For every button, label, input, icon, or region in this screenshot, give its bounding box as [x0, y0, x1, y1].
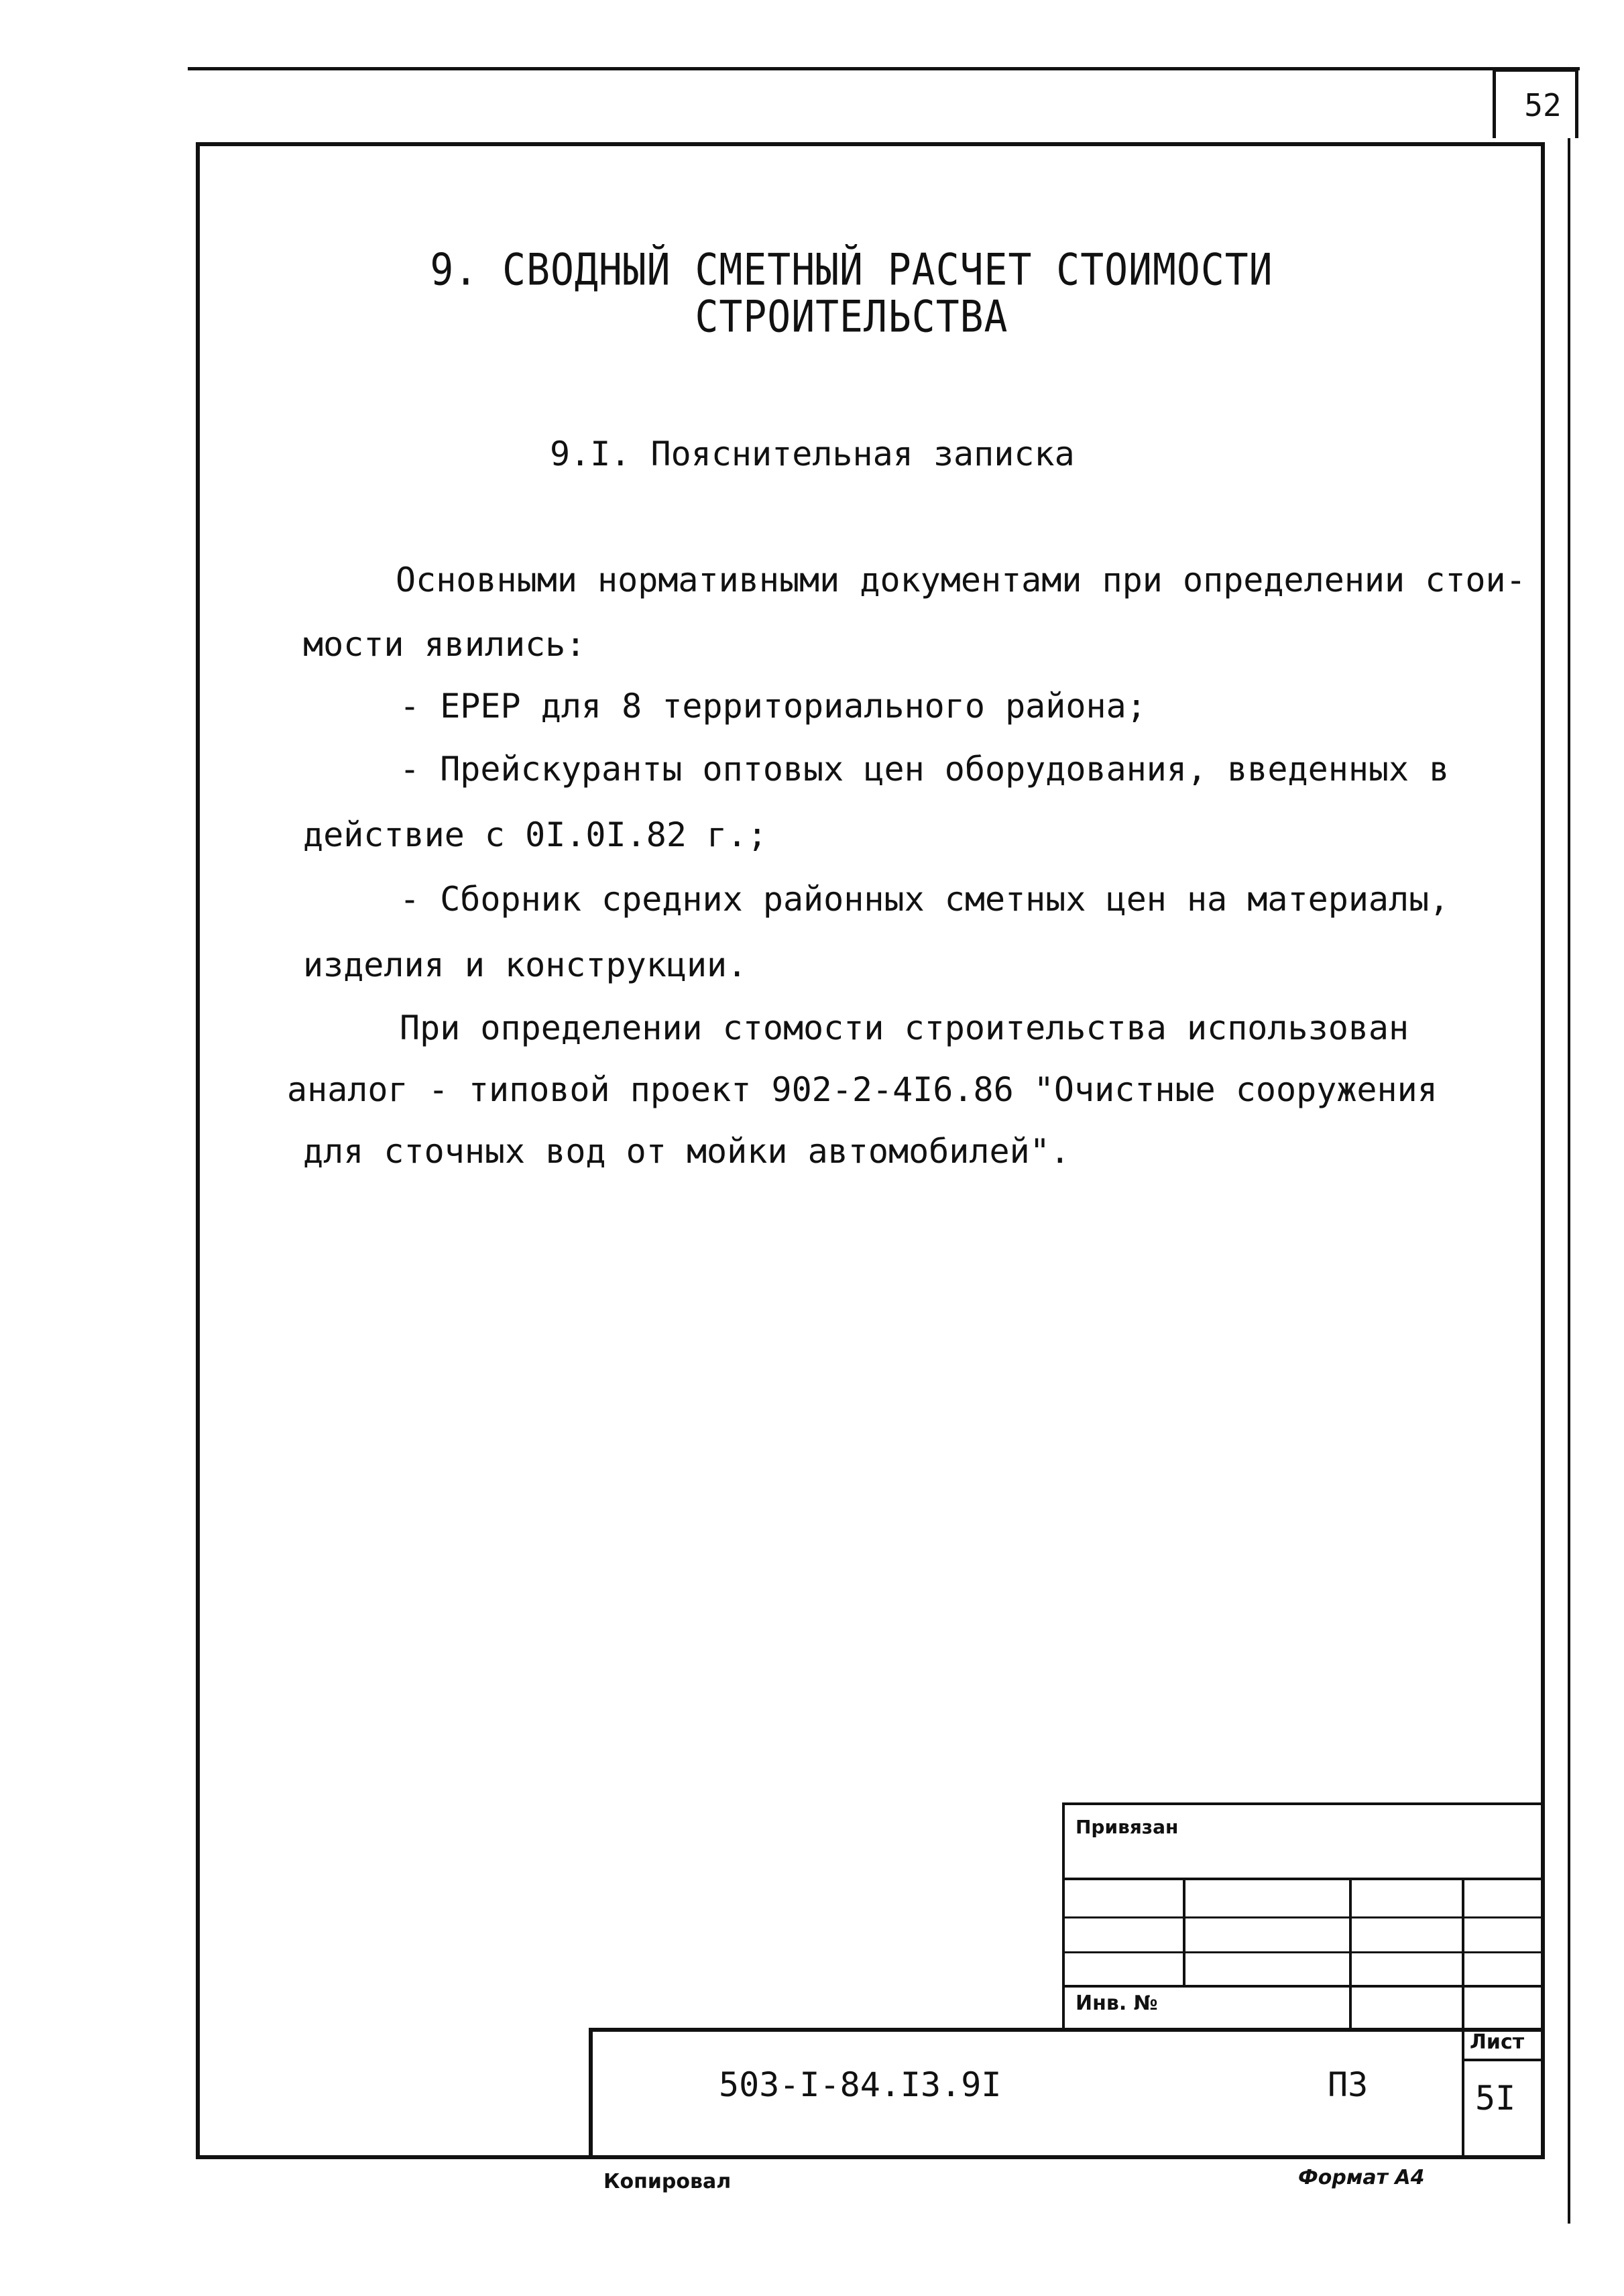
body-line-8: При определении стомости строительства использован: [400, 1009, 1409, 1047]
tb-sheet-label: Лист: [1470, 2030, 1525, 2054]
tb-desig-left-line: [589, 2028, 593, 2159]
tb-top-line: [1062, 1802, 1545, 1805]
section-title-line1: 9. СВОДНЫЙ СМЕТНЫЙ РАСЧЕТ СТОИМОСТИ: [430, 243, 1273, 296]
subsection-title: 9.I. Пояснительная записка: [550, 435, 1075, 473]
body-line-4: - Прейскуранты оптовых цен оборудования, введенных в: [400, 750, 1450, 789]
tb-designation: 503-I-84.I3.9I: [719, 2065, 1002, 2104]
tb-sheet-divider: [1462, 2059, 1545, 2061]
tb-inv-label: Инв. №: [1076, 1992, 1158, 2015]
tb-col-line-3: [1462, 1878, 1464, 2025]
tb-col-line-2: [1349, 1878, 1352, 2030]
body-line-7: изделия и конструкции.: [303, 945, 748, 984]
section-title-line2: СТРОИТЕЛЬСТВА: [695, 290, 1008, 343]
tb-row-line-2: [1062, 1916, 1545, 1918]
page-number-box: [1493, 68, 1578, 138]
tb-col-line-1: [1183, 1878, 1185, 1985]
tb-desig-top-line: [589, 2028, 1545, 2032]
page-number: 52: [1524, 87, 1562, 123]
tb-doc-code: ПЗ: [1328, 2065, 1369, 2104]
tb-row-line-1: [1062, 1878, 1545, 1880]
tb-sheet-left-line: [1462, 2025, 1464, 2159]
body-line-10: для сточных вод от мойки автомобилей".: [303, 1132, 1070, 1171]
tb-sheet-number: 5I: [1475, 2079, 1516, 2118]
body-line-5: действие с 0I.0I.82 г.;: [303, 815, 768, 854]
body-line-3: - ЕРЕР для 8 территориального района;: [400, 687, 1147, 726]
top-rule: [188, 67, 1580, 70]
footer-format-label: Формат А4: [1298, 2166, 1425, 2189]
tb-privyazan-label: Привязан: [1076, 1816, 1179, 1838]
footer-copied-label: Копировал: [603, 2170, 732, 2193]
body-line-2: мости явились:: [303, 625, 586, 664]
tb-row-line-3: [1062, 1951, 1545, 1953]
body-line-6: - Сборник средних районных сметных цен на материалы,: [400, 880, 1450, 919]
right-outer-line: [1568, 138, 1570, 2224]
body-line-1: Основными нормативными документами при определении стои-: [396, 561, 1526, 599]
body-line-9: аналог - типовой проект 902-2-4I6.86 "Очистные сооружения: [287, 1070, 1438, 1109]
tb-row-line-4: [1062, 1985, 1545, 1988]
